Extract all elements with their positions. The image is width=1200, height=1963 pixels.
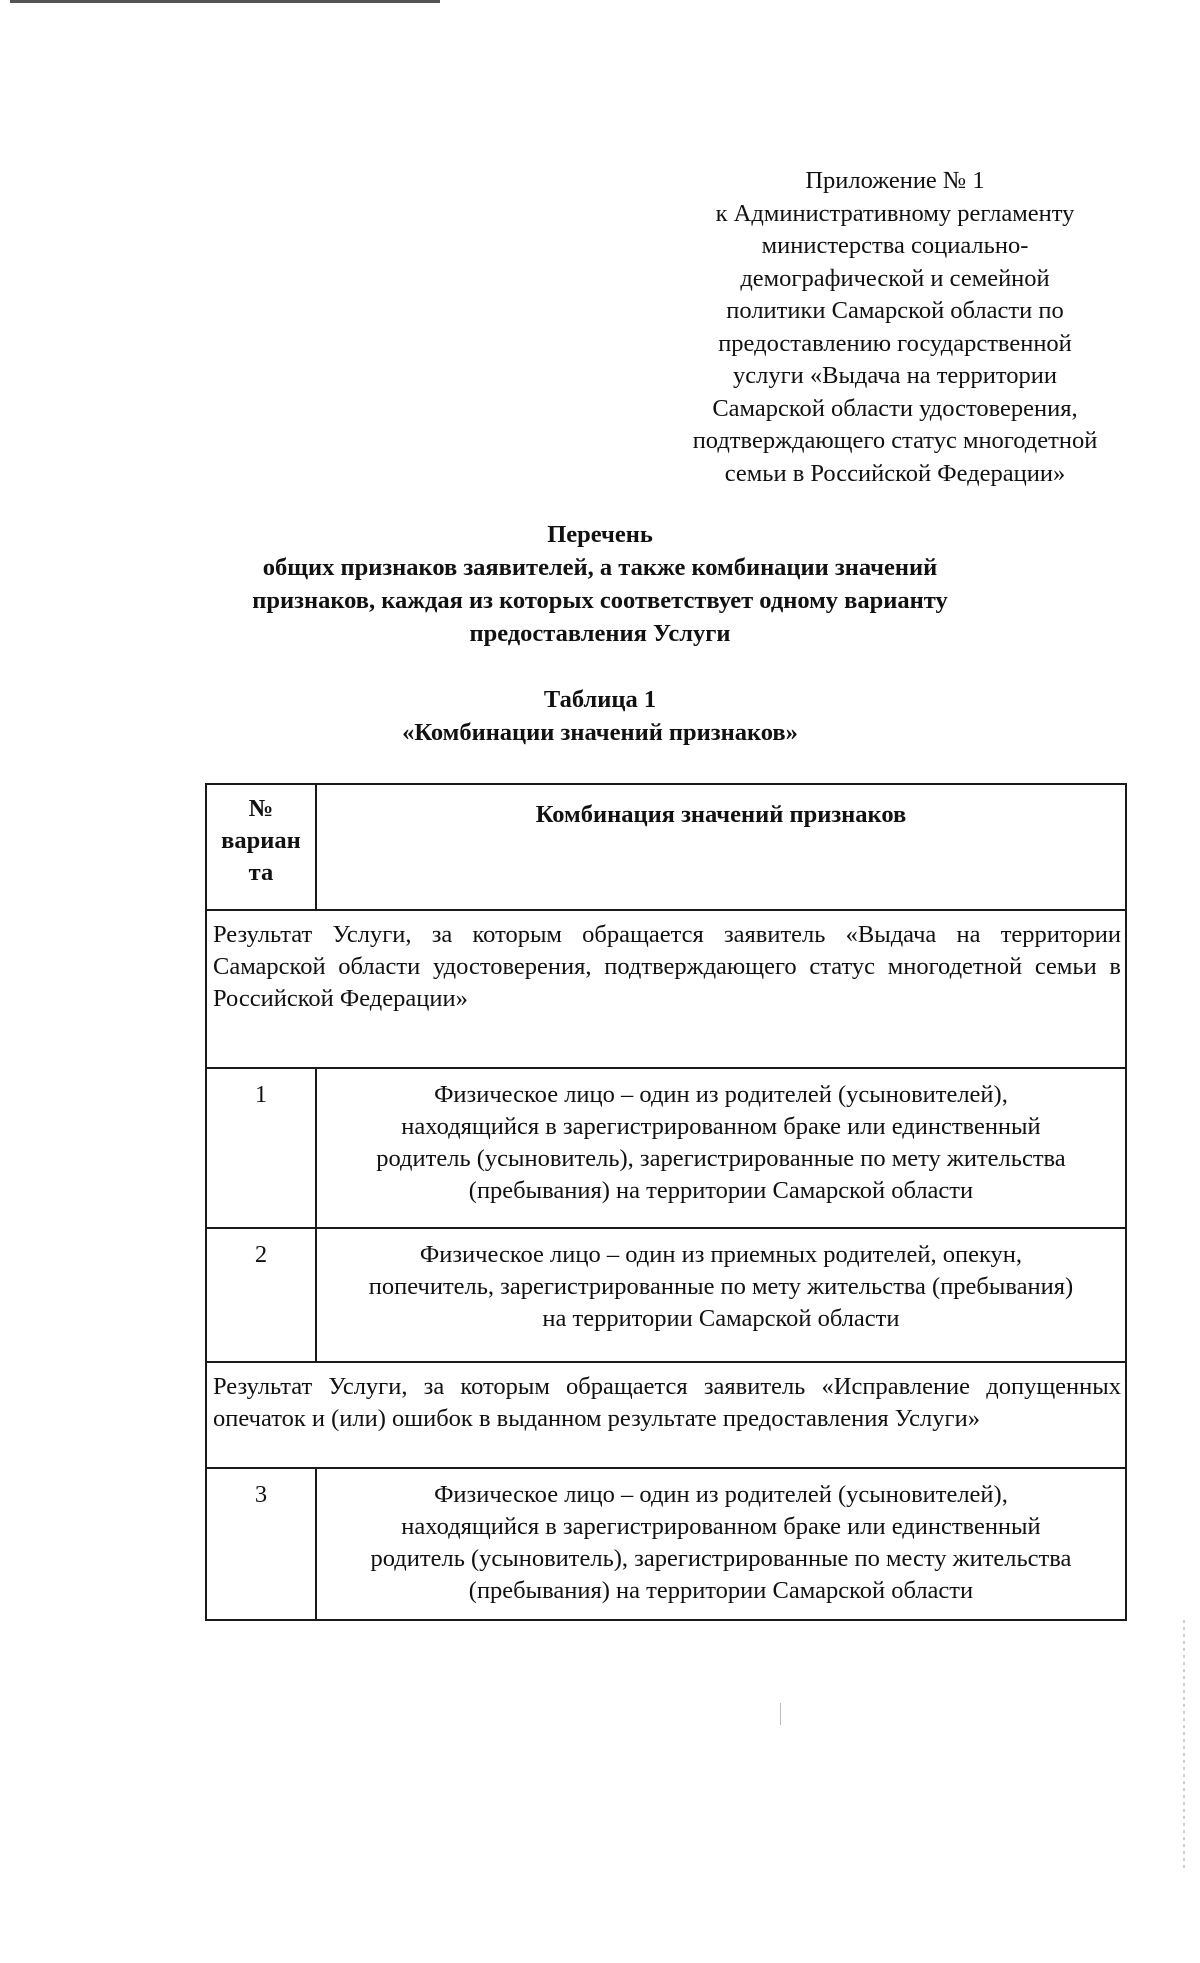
table-row xyxy=(206,1228,1126,1362)
heading-line: общих признаков заявителей, а также комбинации значений xyxy=(262,554,938,581)
appendix-line: к Административному регламенту xyxy=(715,199,1075,227)
heading-line: признаков, каждая из которых соответствует одному варианту xyxy=(252,587,948,614)
heading-line: Перечень xyxy=(547,521,653,548)
variant-number: 1 xyxy=(206,1068,316,1228)
result-row xyxy=(206,1362,1126,1468)
header-num-line: вариан xyxy=(221,827,301,854)
table-title xyxy=(200,683,1000,749)
combinations-table xyxy=(205,783,1127,1621)
appendix-reference xyxy=(660,165,1130,490)
table-row xyxy=(206,1468,1126,1620)
document-heading xyxy=(200,518,1000,650)
appendix-line: услуги «Выдача на территории xyxy=(732,362,1058,389)
table-title-number: Таблица 1 xyxy=(543,686,657,713)
variant-number: 2 xyxy=(206,1228,316,1362)
description-line: Физическое лицо – один из родителей (усыновителей), xyxy=(434,1481,1008,1508)
appendix-line: демографической и семейной xyxy=(740,264,1050,292)
description-line: родитель (усыновитель), зарегистрированные по месту жительства xyxy=(370,1545,1072,1572)
result-row xyxy=(206,910,1126,1068)
scan-edge-line xyxy=(10,0,440,3)
scan-artifact-tick xyxy=(780,1703,781,1725)
variant-description xyxy=(316,1068,1126,1228)
header-variant-number xyxy=(206,784,316,910)
description-line: на территории Самарской области xyxy=(542,1305,900,1332)
heading-line: предоставления Услуги xyxy=(469,620,731,647)
appendix-line: предоставлению государственной xyxy=(718,329,1072,357)
description-line: (пребывания) на территории Самарской области xyxy=(468,1577,974,1604)
appendix-line: политики Самарской области по xyxy=(726,297,1064,324)
appendix-line: подтверждающего статус многодетной xyxy=(692,427,1098,454)
header-num-line: № xyxy=(248,795,274,822)
table-header-row xyxy=(206,784,1126,910)
description-line: попечитель, зарегистрированные по мету жительства (пребывания) xyxy=(368,1273,1074,1300)
appendix-line: министерства социально- xyxy=(761,232,1029,259)
description-line: родитель (усыновитель), зарегистрированные по мету жительства xyxy=(376,1145,1066,1172)
description-line: находящийся в зарегистрированном браке или единственный xyxy=(401,1513,1041,1540)
variant-number: 3 xyxy=(206,1468,316,1620)
result-cell-correction: Результат Услуги, за которым обращается заявитель «Исправление допущенных опечаток и (или) ошибок в выданном результате предоставления Услуги» xyxy=(206,1362,1126,1468)
variant-description xyxy=(316,1468,1126,1620)
description-line: Физическое лицо – один из родителей (усыновителей), xyxy=(434,1081,1008,1108)
appendix-line: Приложение № 1 xyxy=(805,167,985,194)
appendix-line: Самарской области удостоверения, xyxy=(712,394,1078,422)
header-num-line: та xyxy=(248,859,274,886)
description-line: (пребывания) на территории Самарской области xyxy=(468,1177,974,1204)
table-title-name: «Комбинации значений признаков» xyxy=(402,719,798,746)
header-combination: Комбинация значений признаков xyxy=(316,784,1126,910)
appendix-line: семьи в Российской Федерации» xyxy=(724,459,1066,487)
variant-description xyxy=(316,1228,1126,1362)
description-line: Физическое лицо – один из приемных родителей, опекун, xyxy=(419,1241,1022,1268)
description-line: находящийся в зарегистрированном браке или единственный xyxy=(401,1113,1041,1140)
table-row xyxy=(206,1068,1126,1228)
scan-margin-artifact xyxy=(1183,1620,1185,1870)
result-cell-issuance: Результат Услуги, за которым обращается заявитель «Выдача на территории Самарской области удостоверения, подтверждающего статус многодетной семьи в Российской Федерации» xyxy=(206,910,1126,1068)
